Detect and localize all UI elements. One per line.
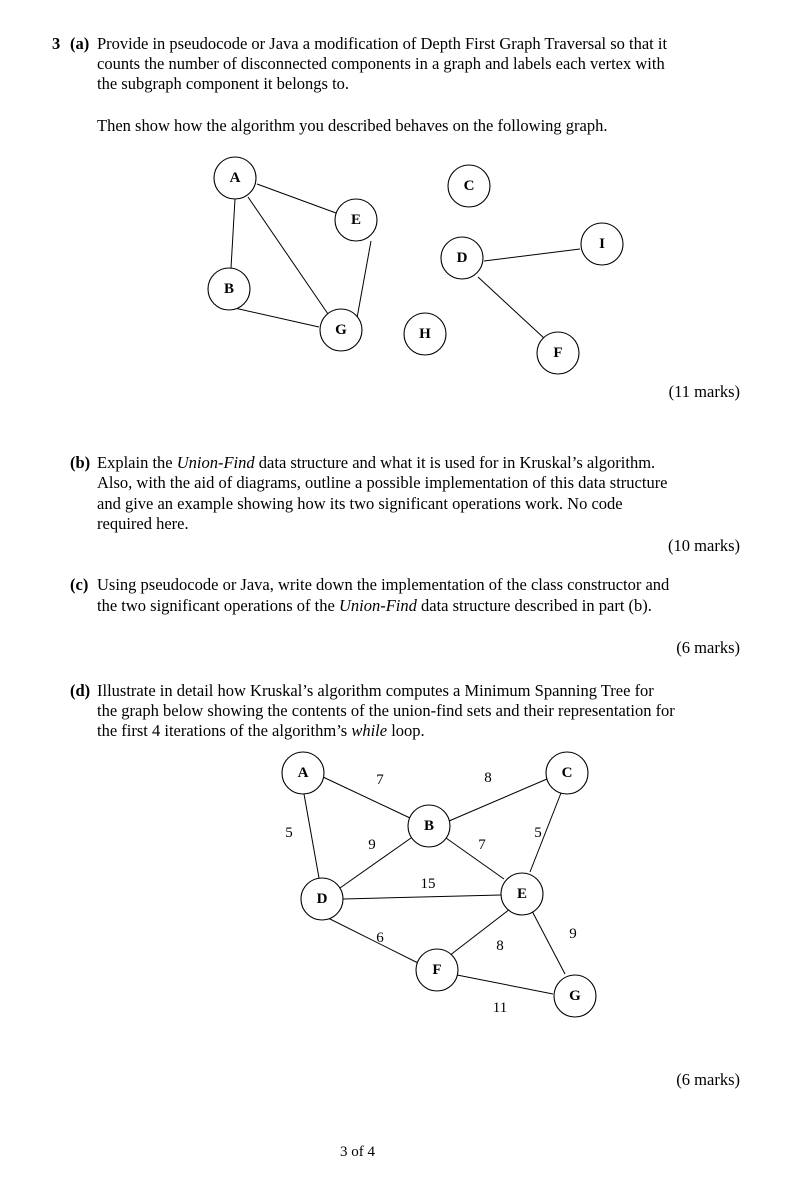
weight-B-D: 9: [368, 837, 376, 853]
svg-text:D: D: [316, 891, 328, 907]
weight-F-G: 11: [492, 1000, 508, 1016]
svg-text:H: H: [419, 326, 431, 342]
part-b-text-line-4: required here.: [97, 514, 189, 533]
weight-D-F: 6: [376, 930, 384, 946]
edge-a-E-G: [357, 241, 371, 318]
part-a-then-text: Then show how the algorithm you described behaves on the following graph.: [97, 116, 608, 135]
svg-text:G: G: [569, 988, 581, 1004]
part-a-marks: (11 marks): [668, 382, 740, 401]
svg-text:E: E: [516, 886, 528, 902]
node-d-A: [282, 752, 324, 794]
part-b-text-line-3: and give an example showing how its two significant operations work. No code: [97, 494, 623, 513]
weight-D-E: 15: [420, 876, 436, 892]
node-a-H: [404, 313, 446, 355]
svg-text:F: F: [553, 345, 563, 361]
node-d-F: [416, 949, 458, 991]
edge-a-A-G: [248, 197, 328, 314]
edge-d-B-C: [449, 779, 547, 821]
part-a-text-line-1: Provide in pseudocode or Java a modification of Depth First Graph Traversal so that it: [97, 34, 668, 53]
part-b-label: (b): [70, 453, 91, 472]
node-a-A: [214, 157, 256, 199]
part-c-marks: (6 marks): [676, 638, 740, 657]
weight-A-B: 7: [376, 772, 384, 788]
part-d-text-line-2: the graph below showing the contents of the union-find sets and their representation for: [97, 701, 675, 720]
svg-text:B: B: [423, 818, 435, 834]
weight-E-F: 8: [496, 938, 504, 954]
part-c-label: (c): [70, 575, 89, 594]
part-b-text-line-1: Explain the Union-Find data structure and what it is used for in Kruskal’s algorithm.: [97, 453, 656, 472]
node-a-I: [581, 223, 623, 265]
svg-text:C: C: [561, 765, 573, 781]
edge-d-D-F: [326, 917, 418, 963]
part-c-text-line-2: the two significant operations of the Union-Find data structure described in part (b).: [97, 596, 652, 615]
svg-text:D: D: [456, 250, 468, 266]
node-a-G: [320, 309, 362, 351]
node-a-D: [441, 237, 483, 279]
svg-text:I: I: [599, 236, 605, 252]
svg-text:A: A: [297, 765, 309, 781]
weight-B-C: 8: [484, 770, 492, 786]
node-d-E: [501, 873, 543, 915]
weight-E-G: 9: [569, 926, 577, 942]
node-a-C: [448, 165, 490, 207]
graph-a-edges: [230, 184, 580, 339]
part-a-text-line-3: the subgraph component it belongs to.: [97, 74, 350, 93]
part-b-text-line-2: Also, with the aid of diagrams, outline a possible implementation of this data structure: [97, 473, 668, 492]
edge-d-A-B: [323, 777, 410, 818]
node-a-B: [208, 268, 250, 310]
svg-text:E: E: [350, 212, 362, 228]
part-b-marks: (10 marks): [668, 536, 740, 555]
part-d-label: (d): [70, 681, 91, 700]
svg-text:G: G: [335, 322, 347, 338]
part-d-text-line-3: the first 4 iterations of the algorithm’s while loop.: [97, 721, 425, 740]
edge-a-B-G: [230, 307, 319, 327]
part-a-text-line-2: counts the number of disconnected components in a graph and labels each vertex with: [97, 54, 665, 73]
page-footer: 3 of 4: [340, 1144, 375, 1160]
edge-a-A-E: [257, 184, 336, 213]
part-c-text-line-1: Using pseudocode or Java, write down the implementation of the class constructor and: [97, 575, 670, 594]
edge-a-D-I: [484, 249, 580, 261]
svg-text:F: F: [432, 962, 442, 978]
node-a-F: [537, 332, 579, 374]
question-number: 3: [52, 34, 61, 53]
part-d-text-line-1: Illustrate in detail how Kruskal’s algorithm computes a Minimum Spanning Tree for: [97, 681, 654, 700]
node-d-B: [408, 805, 450, 847]
node-d-D: [301, 878, 343, 920]
svg-text:A: A: [229, 170, 241, 186]
edge-a-A-B: [231, 199, 235, 268]
node-d-C: [546, 752, 588, 794]
edge-d-F-G: [457, 975, 553, 994]
edge-a-D-F: [478, 277, 545, 339]
edge-d-B-E: [446, 838, 504, 879]
node-a-E: [335, 199, 377, 241]
part-a-label: (a): [70, 34, 90, 53]
edge-d-D-E: [343, 895, 501, 899]
edge-d-E-G: [532, 911, 565, 974]
node-d-G: [554, 975, 596, 1017]
weight-C-E: 5: [534, 825, 542, 841]
part-d-marks: (6 marks): [676, 1070, 740, 1089]
weight-B-E: 7: [478, 837, 486, 853]
svg-text:C: C: [463, 178, 475, 194]
edge-d-A-D: [304, 794, 319, 878]
svg-text:B: B: [223, 281, 235, 297]
weight-A-D: 5: [285, 825, 293, 841]
